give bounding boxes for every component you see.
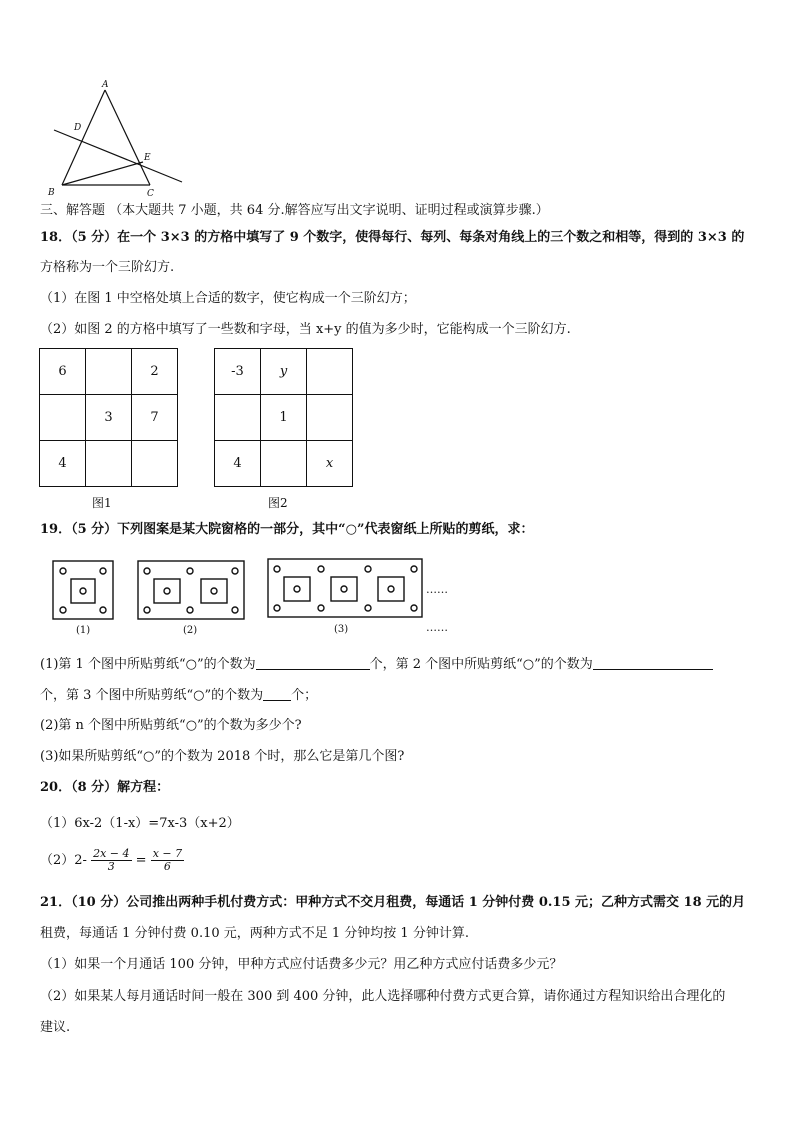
grid1-cell: 6 [40,349,86,395]
grid2-cell [307,349,353,395]
grid2-caption: 图2 [268,496,288,510]
q19-sub1-part-c: 个，第 3 个图中所贴剪纸“○”的个数为 [40,688,264,703]
label-e: E [144,153,151,163]
label-d: D [74,123,82,133]
grid1-cell [132,441,178,487]
q19-sub1-part-a: (1)第 1 个图中所贴剪纸“○”的个数为 [40,657,256,672]
q18-line1: 18．（5 分）在一个 3×3 的方格中填写了 9 个数字，使得每行、每列、每条对角线上的三个数之和相等，得到的 3×3 的 [40,230,745,245]
q20-line1: 20．（8 分）解方程： [40,780,170,795]
q19-sub1-part-b: 个，第 2 个图中所贴剪纸“○”的个数为 [369,657,593,672]
fraction-2-denominator: 6 [163,860,171,873]
grid1-cell [86,349,132,395]
fig-label-1: (1) [76,625,91,636]
grid2-cell: x [307,441,353,487]
q18-line2: 方格称为一个三阶幻方. [40,260,175,275]
grid1-caption: 图1 [92,496,112,510]
q20-sub2 [40,848,184,874]
grid2-cell: 1 [261,395,307,441]
grid2-cell [261,441,307,487]
fraction-2-numerator: x − 7 [152,847,183,860]
q21-line1: 21．（10 分）公司推出两种手机付费方式：甲种方式不交月租费，每通话 1 分钟付费 0.15 元；乙种方式需交 18 元的月 [40,895,746,910]
grid2-cell: y [261,349,307,395]
triangle-figure [40,78,200,198]
equals-sign: = [135,853,147,868]
q19-sub1-line1 [40,655,713,674]
grid1-cell: 3 [86,395,132,441]
q21-sub2-line2: 建议. [40,1020,71,1035]
q19-sub2: (2)第 n 个图中所贴剪纸“○”的个数为多少个? [40,718,302,733]
magic-square-2 [214,348,353,487]
grid2-cell [307,395,353,441]
label-b: B [48,188,55,198]
q19-line1: 19．（5 分）下列图案是某大院窗格的一部分，其中“○”代表窗纸上所贴的剪纸，求： [40,522,534,537]
magic-square-1 [39,348,178,487]
answer-blank-1[interactable] [256,655,370,670]
q21-sub1: （1）如果一个月通话 100 分钟，甲种方式应付话费多少元？用乙种方式应付话费多少元？ [40,957,563,972]
grid1-cell: 4 [40,441,86,487]
grid2-cell: 4 [215,441,261,487]
label-c: C [147,189,154,198]
q18-sub1: （1）在图 1 中空格处填上合适的数字，使它构成一个三阶幻方； [40,291,416,306]
q21-sub2-line1: （2）如果某人每月通话时间一般在 300 到 400 分钟，此人选择哪种付费方式更合算，请你通过方程知识给出合理化的 [40,989,726,1004]
grid1-cell [40,395,86,441]
grid1-cell: 7 [132,395,178,441]
fig-label-2: (2) [183,625,198,636]
ellipsis-top: …… [426,583,448,596]
fraction-2 [151,848,184,873]
q19-sub3: (3)如果所贴剪纸“○”的个数为 2018 个时，那么它是第几个图? [40,749,405,764]
answer-blank-3[interactable] [263,686,291,701]
fraction-1-numerator: 2x − 4 [93,847,130,860]
label-a: A [102,80,109,90]
q19-sub1-part-d: 个； [291,688,318,703]
fig-label-3: (3) [334,624,349,635]
q19-sub1-line2 [40,686,317,705]
ellipsis-bottom: …… [426,621,448,634]
q18-sub2: （2）如图 2 的方格中填写了一些数和字母，当 x+y 的值为多少时，它能构成一个三阶幻方. [40,322,571,337]
fraction-1-denominator: 3 [107,860,115,873]
section-heading: 三、解答题 （本大题共 7 小题，共 64 分.解答应写出文字说明、证明过程或演算步骤.） [40,203,549,218]
grid1-cell: 2 [132,349,178,395]
window-pattern-figures [48,553,468,638]
grid1-cell [86,441,132,487]
q21-line2: 租费，每通话 1 分钟付费 0.10 元，两种方式不足 1 分钟均按 1 分钟计算. [40,926,469,941]
grid2-cell [215,395,261,441]
answer-blank-2[interactable] [593,655,713,670]
grid2-cell: -3 [215,349,261,395]
q20-sub1: （1）6x-2（1-x）=7x-3（x+2） [40,816,240,831]
fraction-1 [91,848,131,873]
q20-sub2-prefix: （2）2- [40,853,87,868]
